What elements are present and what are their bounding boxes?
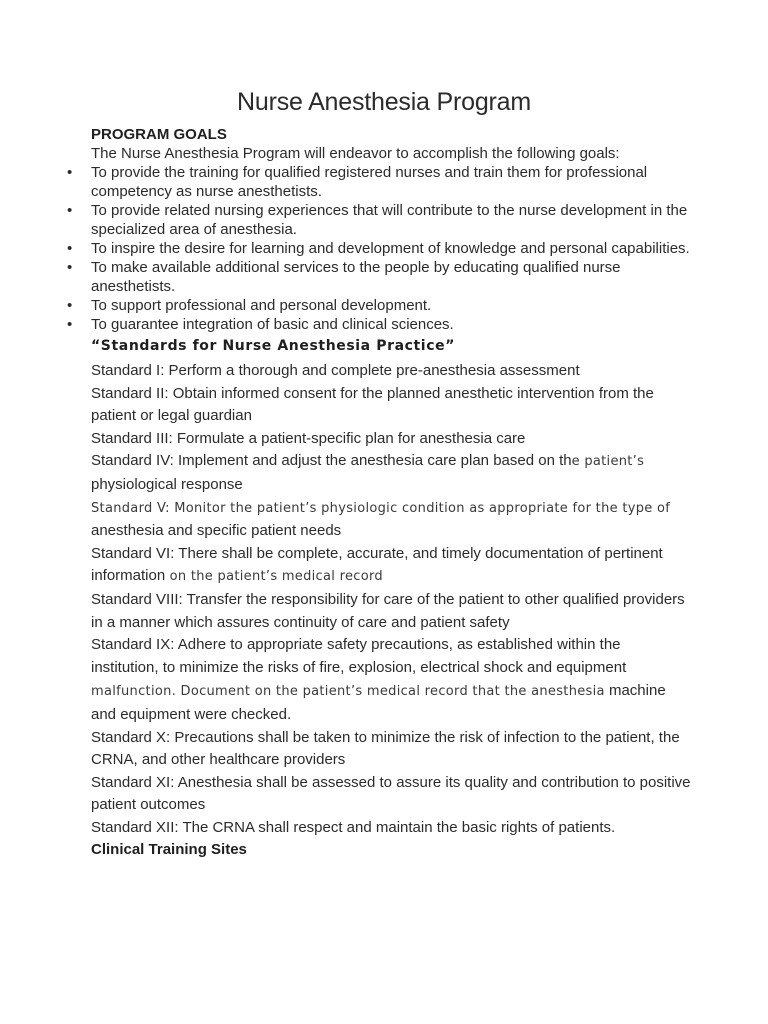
standard-ii: Standard II: Obtain informed consent for the planned anesthetic intervention from the patient or legal guardian	[91, 384, 654, 425]
bullet-icon: •	[67, 164, 73, 181]
standard-iv-end-text: physiological response	[91, 475, 243, 493]
document-body	[67, 125, 691, 861]
goal-text: To inspire the desire for learning and development of knowledge and personal capabilities.	[91, 240, 690, 257]
page-title: Nurse Anesthesia Program	[237, 88, 531, 116]
program-goals-heading: PROGRAM GOALS	[91, 126, 227, 143]
standard-vi-alt-text: on the patient’s medical record	[165, 569, 383, 585]
standard-ix	[91, 634, 691, 726]
standard-i: Standard I: Perform a thorough and complete pre-anesthesia assessment	[91, 362, 580, 379]
standards-heading: “Standards for Nurse Anesthesia Practice”	[91, 338, 456, 354]
standard-v-text: anesthesia and specific patient needs	[91, 522, 342, 540]
goal-text: To support professional and personal development.	[91, 297, 432, 314]
bullet-icon: •	[67, 316, 73, 333]
standard-v-alt-text: Standard V: Monitor the patient’s physiologic condition as appropriate for the type of	[91, 500, 671, 516]
goal-text: To provide the training for qualified registered nurses and train them for professional competency as nurse anesthetists.	[91, 164, 648, 200]
goal-item	[67, 296, 691, 315]
bullet-icon: •	[67, 259, 73, 276]
standard-viii: Standard VIII: Transfer the responsibility for care of the patient to other qualified providers in a manner which assures continuity of care and patient safety	[91, 590, 685, 631]
standard-v	[91, 497, 691, 543]
standard-xi: Standard XI: Anesthesia shall be assessed to assure its quality and contribution to positive patient outcomes	[91, 773, 691, 814]
standard-ix-end-text: machine and equipment were checked.	[91, 682, 666, 723]
bullet-icon: •	[67, 240, 73, 257]
standard-iv-alt-text: e patient’s	[571, 454, 645, 470]
goal-item	[67, 239, 691, 258]
goal-text: To provide related nursing experiences that will contribute to the nurse development in the specialized area of anesthesia.	[91, 202, 688, 238]
goal-item	[67, 163, 691, 201]
goal-item	[67, 258, 691, 296]
goal-item	[67, 201, 691, 239]
standard-ix-text: Standard IX: Adhere to appropriate safety precautions, as established within the institution, to minimize the risks of fire, explosion, electrical shock and equipment	[91, 636, 627, 676]
standard-vi-text: Standard VI: There shall be complete, accurate, and timely documentation of pertinent information	[91, 544, 663, 585]
bullet-icon: •	[67, 202, 73, 219]
standard-vi	[91, 543, 691, 589]
standard-iv	[91, 450, 691, 496]
standard-iv-text: Standard IV: Implement and adjust the anesthesia care plan based on th	[91, 452, 572, 470]
program-goals-list	[67, 163, 691, 334]
goal-text: To guarantee integration of basic and clinical sciences.	[91, 316, 454, 333]
standard-x: Standard X: Precautions shall be taken to minimize the risk of infection to the patient, the CRNA, and other healthcare providers	[91, 728, 680, 769]
standard-ix-alt-text: malfunction. Document on the patient’s medical record that the anesthesia	[91, 684, 605, 700]
goal-item	[67, 315, 691, 334]
bullet-icon: •	[67, 297, 73, 314]
goal-text: To make available additional services to the people by educating qualified nurse anesthetists.	[91, 259, 621, 295]
program-goals-intro: The Nurse Anesthesia Program will endeavor to accomplish the following goals:	[91, 145, 620, 162]
standard-iii: Standard III: Formulate a patient-specific plan for anesthesia care	[91, 429, 526, 447]
standard-xii: Standard XII: The CRNA shall respect and maintain the basic rights of patients.	[91, 818, 616, 836]
clinical-training-sites-heading: Clinical Training Sites	[91, 841, 247, 859]
